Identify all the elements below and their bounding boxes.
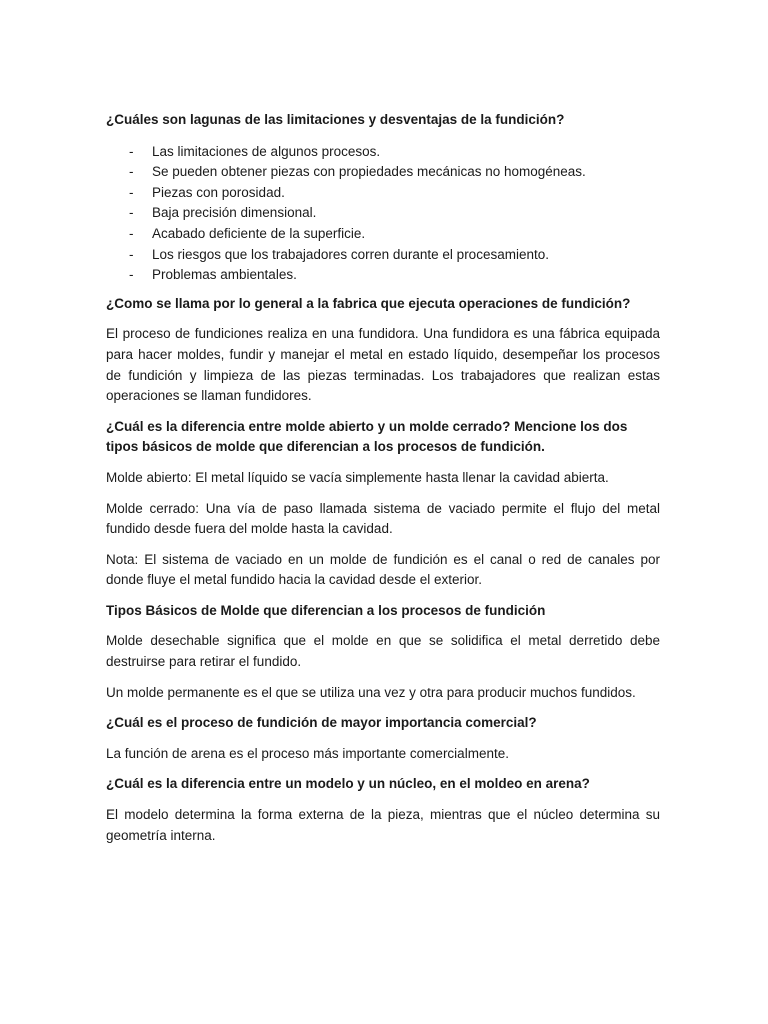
question-foundry: ¿Como se llama por lo general a la fabrica que ejecuta operaciones de fundición? [106,295,631,311]
answer-permanent-mold: Un molde permanente es el que se utiliza una vez y otra para producir muchos fundidos. [106,684,636,700]
bullet-dash: - [129,184,134,200]
answer-note: Nota: El sistema de vaciado en un molde de fundición es el canal o red de canales por donde fluye el metal fundido hacia la cavidad desde el exterior. [106,551,660,588]
list-item-text: Problemas ambientales. [152,267,297,283]
list-item-text: Las limitaciones de algunos procesos. [152,143,381,159]
answer-commercial-process: La función de arena es el proceso más importante comercialmente. [106,745,509,761]
bullet-dash: - [129,225,134,241]
list-item-text: Acabado deficiente de la superficie. [152,225,366,241]
bullet-dash: - [129,246,134,262]
bullet-dash: - [129,164,134,180]
list-item [106,162,660,183]
list-item [106,183,660,204]
list-item [106,224,660,245]
answer-open-mold: Molde abierto: El metal líquido se vacía simplemente hasta llenar la cavidad abierta. [106,469,609,485]
list-item-text: Baja precisión dimensional. [152,205,317,221]
list-item [106,245,660,266]
limitations-list [106,142,660,286]
list-item-text: Piezas con porosidad. [152,184,285,200]
list-item-text: Se pueden obtener piezas con propiedades mecánicas no homogéneas. [152,164,586,180]
question-pattern-core: ¿Cuál es la diferencia entre un modelo y un núcleo, en el moldeo en arena? [106,776,590,792]
bullet-dash: - [129,205,134,221]
list-item [106,142,660,163]
question-commercial-process: ¿Cuál es el proceso de fundición de mayor importancia comercial? [106,715,537,731]
list-item [106,265,660,286]
question-limitations: ¿Cuáles son lagunas de las limitaciones y desventajas de la fundición? [106,112,565,127]
answer-closed-mold: Molde cerrado: Una vía de paso llamada sistema de vaciado permite el flujo del metal fundido desde fuera del molde hasta la cavidad. [106,500,660,537]
list-item-text: Los riesgos que los trabajadores corren durante el procesamiento. [152,246,549,262]
bullet-dash: - [129,143,134,159]
document-page [106,110,660,856]
subheading-basic-mold-types: Tipos Básicos de Molde que diferencian a los procesos de fundición [106,602,546,618]
answer-disposable-mold: Molde desechable significa que el molde en que se solidifica el metal derretido debe destruirse para retirar el fundido. [106,633,660,670]
list-item [106,203,660,224]
answer-foundry: El proceso de fundiciones realiza en una fundidora. Una fundidora es una fábrica equipada para hacer moldes, fundir y manejar el metal en estado líquido, desempeñar los procesos de fundición y limpieza de las piezas terminadas. Los trabajadores que realizan estas operaciones se llaman fundidores. [106,326,660,404]
question-mold-types: ¿Cuál es la diferencia entre molde abierto y un molde cerrado? Mencione los dos tipos básicos de molde que diferencian a los procesos de fundición. [106,418,628,455]
answer-pattern-core: El modelo determina la forma externa de la pieza, mientras que el núcleo determina su geometría interna. [106,807,660,843]
bullet-dash: - [129,267,134,283]
